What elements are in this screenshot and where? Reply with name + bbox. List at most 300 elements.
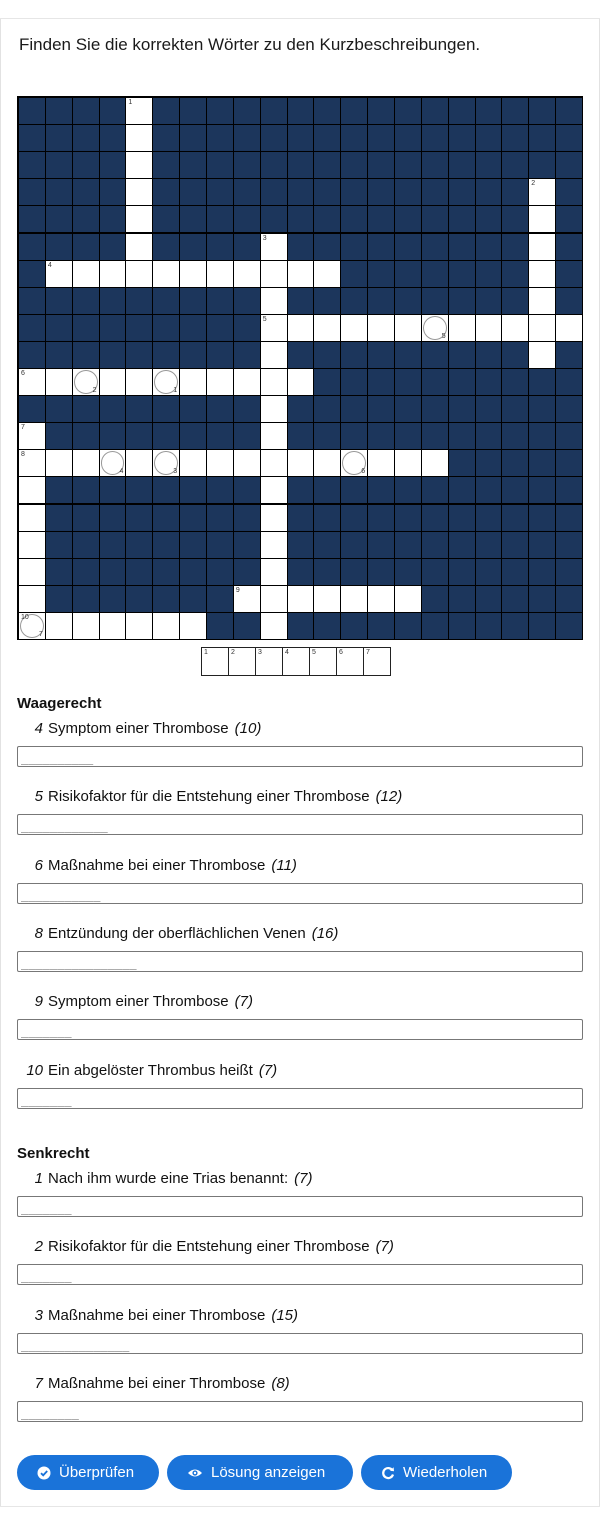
answer-input[interactable]: ___________ xyxy=(17,883,583,904)
grid-cell[interactable] xyxy=(206,368,234,396)
answer-input[interactable]: ____________ xyxy=(17,814,583,835)
solution-cell xyxy=(336,647,364,676)
grid-block xyxy=(45,395,73,423)
crossword-grid xyxy=(17,96,583,640)
clue-item xyxy=(17,923,583,970)
show-solution-button[interactable] xyxy=(167,1455,353,1490)
clue-number: 10 xyxy=(26,1061,43,1079)
grid-block xyxy=(152,233,180,261)
clue-start-number: 7 xyxy=(21,424,25,432)
grid-block xyxy=(72,558,100,586)
grid-block xyxy=(475,558,503,586)
grid-block xyxy=(475,585,503,613)
grid-cell[interactable] xyxy=(448,314,476,342)
grid-block xyxy=(448,178,476,206)
grid-block xyxy=(125,504,153,532)
grid-block xyxy=(421,422,449,450)
grid-cell[interactable] xyxy=(152,368,180,396)
grid-block xyxy=(287,558,315,586)
grid-block xyxy=(340,612,368,640)
grid-cell[interactable] xyxy=(501,314,529,342)
solution-index: 3 xyxy=(173,468,178,476)
grid-cell[interactable] xyxy=(179,260,207,288)
grid-block xyxy=(206,287,234,315)
solution-cell xyxy=(255,647,283,676)
grid-block xyxy=(528,504,556,532)
grid-cell[interactable] xyxy=(475,314,503,342)
grid-block xyxy=(233,151,261,179)
grid-block xyxy=(152,341,180,369)
grid-block xyxy=(179,558,207,586)
answer-input[interactable]: _______ xyxy=(17,1019,583,1040)
grid-cell[interactable] xyxy=(125,151,153,179)
grid-block xyxy=(45,314,73,342)
grid-cell[interactable] xyxy=(340,449,368,477)
grid-block xyxy=(367,287,395,315)
grid-block xyxy=(287,612,315,640)
grid-block xyxy=(501,151,529,179)
grid-block xyxy=(125,531,153,559)
grid-cell[interactable] xyxy=(367,449,395,477)
grid-cell[interactable] xyxy=(260,341,288,369)
clue-length: (7) xyxy=(258,1061,278,1079)
grid-block xyxy=(18,395,46,423)
grid-block xyxy=(340,558,368,586)
grid-cell[interactable] xyxy=(125,612,153,640)
solution-cell xyxy=(363,647,391,676)
clue-item xyxy=(17,1305,583,1352)
clue-text: Entzündung der oberflächlichen Venen xyxy=(48,924,306,942)
answer-input[interactable]: _______ xyxy=(17,1088,583,1109)
grid-block xyxy=(475,612,503,640)
grid-cell[interactable] xyxy=(18,368,46,396)
grid-block xyxy=(179,97,207,125)
grid-block xyxy=(367,341,395,369)
grid-block xyxy=(287,97,315,125)
clue-start-number: 6 xyxy=(21,370,25,377)
grid-block xyxy=(394,341,422,369)
grid-block xyxy=(45,97,73,125)
retry-button[interactable] xyxy=(361,1455,512,1490)
clue-number: 4 xyxy=(34,720,43,737)
grid-block xyxy=(206,341,234,369)
grid-block xyxy=(555,124,583,152)
grid-cell[interactable] xyxy=(179,612,207,640)
grid-cell[interactable] xyxy=(555,314,583,342)
grid-block xyxy=(421,395,449,423)
grid-block xyxy=(421,97,449,125)
grid-block xyxy=(260,151,288,179)
grid-block xyxy=(475,422,503,450)
grid-block xyxy=(340,476,368,504)
solution-cell-number: 6 xyxy=(339,649,343,656)
grid-cell[interactable] xyxy=(421,449,449,477)
grid-block xyxy=(555,151,583,179)
grid-cell[interactable] xyxy=(287,585,315,613)
grid-block xyxy=(18,97,46,125)
grid-block xyxy=(367,260,395,288)
retry-button-label: Wiederholen xyxy=(403,1464,488,1481)
grid-cell[interactable] xyxy=(45,449,73,477)
grid-cell[interactable] xyxy=(260,422,288,450)
grid-block xyxy=(260,97,288,125)
grid-cell[interactable] xyxy=(313,260,341,288)
grid-block xyxy=(99,205,127,233)
grid-cell[interactable] xyxy=(367,314,395,342)
clue-length: (7) xyxy=(234,993,253,1011)
grid-block xyxy=(394,233,422,261)
grid-block xyxy=(125,422,153,450)
grid-block xyxy=(367,233,395,261)
grid-cell[interactable] xyxy=(313,449,341,477)
grid-block xyxy=(421,151,449,179)
grid-cell[interactable] xyxy=(287,368,315,396)
grid-cell[interactable] xyxy=(260,558,288,586)
grid-block xyxy=(367,178,395,206)
grid-block xyxy=(448,260,476,288)
answer-input[interactable]: _______ xyxy=(17,1264,583,1285)
grid-cell[interactable] xyxy=(99,612,127,640)
grid-block xyxy=(367,205,395,233)
grid-block xyxy=(206,178,234,206)
grid-cell[interactable] xyxy=(367,585,395,613)
grid-cell[interactable] xyxy=(18,504,46,532)
grid-block xyxy=(45,422,73,450)
clue-start-number: 2 xyxy=(531,180,536,188)
grid-cell[interactable] xyxy=(18,422,46,450)
grid-block xyxy=(367,97,395,125)
show-solution-label: Lösung anzeigen xyxy=(211,1464,326,1481)
clue-number: 5 xyxy=(34,788,43,806)
grid-block xyxy=(555,504,583,532)
grid-cell[interactable] xyxy=(99,260,127,288)
grid-cell[interactable] xyxy=(18,476,46,504)
grid-block xyxy=(501,287,529,315)
grid-block xyxy=(448,531,476,559)
grid-block xyxy=(206,151,234,179)
grid-block xyxy=(72,178,100,206)
grid-block xyxy=(206,585,234,613)
grid-cell[interactable] xyxy=(528,178,556,206)
grid-cell[interactable] xyxy=(152,449,180,477)
grid-block xyxy=(475,476,503,504)
grid-cell[interactable] xyxy=(528,314,556,342)
grid-block xyxy=(421,476,449,504)
grid-block xyxy=(233,341,261,369)
grid-block xyxy=(501,449,529,477)
grid-block xyxy=(179,395,207,423)
grid-block xyxy=(72,287,100,315)
grid-block xyxy=(313,341,341,369)
grid-block xyxy=(152,178,180,206)
grid-block xyxy=(501,368,529,396)
grid-cell[interactable] xyxy=(528,260,556,288)
grid-block xyxy=(206,233,234,261)
grid-cell[interactable] xyxy=(233,585,261,613)
grid-block xyxy=(475,531,503,559)
grid-cell[interactable] xyxy=(72,368,100,396)
grid-cell[interactable] xyxy=(125,205,153,233)
grid-block xyxy=(528,97,556,125)
clue-length: (15) xyxy=(271,1306,299,1324)
grid-cell[interactable] xyxy=(179,449,207,477)
grid-cell[interactable] xyxy=(260,287,288,315)
grid-block xyxy=(45,476,73,504)
grid-cell[interactable] xyxy=(206,449,234,477)
grid-block xyxy=(421,341,449,369)
grid-cell[interactable] xyxy=(528,233,556,261)
grid-block xyxy=(233,287,261,315)
solution-word-row xyxy=(202,647,391,676)
grid-cell[interactable] xyxy=(152,260,180,288)
grid-block xyxy=(448,151,476,179)
clue-number: 2 xyxy=(34,1238,43,1256)
grid-block xyxy=(367,558,395,586)
grid-cell[interactable] xyxy=(125,124,153,152)
grid-block xyxy=(555,178,583,206)
grid-cell[interactable] xyxy=(260,504,288,532)
grid-cell[interactable] xyxy=(260,233,288,261)
grid-block xyxy=(367,504,395,532)
grid-cell[interactable] xyxy=(125,178,153,206)
grid-block xyxy=(340,341,368,369)
grid-block xyxy=(555,205,583,233)
grid-cell[interactable] xyxy=(287,260,315,288)
grid-block xyxy=(233,205,261,233)
grid-block xyxy=(501,178,529,206)
grid-block xyxy=(367,368,395,396)
grid-block xyxy=(555,233,583,261)
grid-cell[interactable] xyxy=(18,585,46,613)
grid-block xyxy=(448,341,476,369)
grid-block xyxy=(340,395,368,423)
check-button[interactable] xyxy=(17,1455,159,1490)
grid-cell[interactable] xyxy=(233,260,261,288)
grid-cell[interactable] xyxy=(313,585,341,613)
grid-cell[interactable] xyxy=(72,612,100,640)
clue-item xyxy=(17,1373,583,1420)
grid-cell[interactable] xyxy=(260,449,288,477)
clue-number: 7 xyxy=(34,1374,43,1392)
grid-block xyxy=(18,178,46,206)
grid-block xyxy=(152,422,180,450)
grid-block xyxy=(340,178,368,206)
grid-block xyxy=(152,314,180,342)
grid-cell[interactable] xyxy=(260,476,288,504)
grid-cell[interactable] xyxy=(99,368,127,396)
grid-block xyxy=(206,531,234,559)
clue-length: (12) xyxy=(375,788,403,806)
grid-block xyxy=(18,341,46,369)
clue-length: (10) xyxy=(234,720,262,737)
grid-cell[interactable] xyxy=(18,558,46,586)
grid-cell[interactable] xyxy=(260,395,288,423)
grid-block xyxy=(125,585,153,613)
grid-cell[interactable] xyxy=(18,449,46,477)
grid-cell[interactable] xyxy=(528,205,556,233)
grid-block xyxy=(152,395,180,423)
grid-block xyxy=(99,585,127,613)
clue-line xyxy=(17,1305,583,1327)
grid-cell[interactable] xyxy=(233,449,261,477)
grid-block xyxy=(179,287,207,315)
answer-input[interactable]: _______________ xyxy=(17,1333,583,1354)
clue-length: (7) xyxy=(294,1170,313,1187)
grid-cell[interactable] xyxy=(260,314,288,342)
clue-line xyxy=(17,1373,583,1395)
grid-cell[interactable] xyxy=(125,260,153,288)
grid-cell[interactable] xyxy=(394,585,422,613)
grid-block xyxy=(72,233,100,261)
grid-block xyxy=(528,612,556,640)
grid-cell[interactable] xyxy=(260,585,288,613)
grid-cell[interactable] xyxy=(125,449,153,477)
grid-block xyxy=(233,476,261,504)
grid-block xyxy=(340,504,368,532)
grid-block xyxy=(45,504,73,532)
grid-block xyxy=(475,178,503,206)
grid-block xyxy=(99,422,127,450)
clue-number: 9 xyxy=(34,993,43,1011)
grid-block xyxy=(313,531,341,559)
grid-block xyxy=(421,558,449,586)
grid-block xyxy=(421,233,449,261)
grid-block xyxy=(233,422,261,450)
solution-cell xyxy=(282,647,310,676)
clue-text: Risikofaktor für die Entstehung einer Thrombose xyxy=(48,1238,370,1256)
grid-block xyxy=(448,233,476,261)
grid-block xyxy=(555,449,583,477)
grid-block xyxy=(179,178,207,206)
grid-block xyxy=(206,504,234,532)
grid-cell[interactable] xyxy=(18,531,46,559)
grid-block xyxy=(99,314,127,342)
grid-block xyxy=(287,504,315,532)
grid-block xyxy=(394,151,422,179)
grid-cell[interactable] xyxy=(18,612,46,640)
grid-block xyxy=(555,558,583,586)
grid-block xyxy=(18,205,46,233)
grid-cell[interactable] xyxy=(394,314,422,342)
grid-block xyxy=(233,531,261,559)
answer-input[interactable]: _______ xyxy=(17,1196,583,1217)
grid-cell[interactable] xyxy=(125,97,153,125)
grid-block xyxy=(206,395,234,423)
grid-cell[interactable] xyxy=(340,314,368,342)
answer-input[interactable]: ________ xyxy=(17,1401,583,1422)
grid-block xyxy=(475,368,503,396)
grid-block xyxy=(501,124,529,152)
grid-block xyxy=(179,233,207,261)
solution-cell xyxy=(201,647,229,676)
grid-block xyxy=(99,233,127,261)
grid-cell[interactable] xyxy=(125,368,153,396)
grid-block xyxy=(555,368,583,396)
grid-block xyxy=(260,205,288,233)
grid-cell[interactable] xyxy=(179,368,207,396)
grid-block xyxy=(340,422,368,450)
grid-block xyxy=(367,531,395,559)
clue-line xyxy=(17,855,583,877)
grid-block xyxy=(394,395,422,423)
grid-block xyxy=(421,368,449,396)
grid-cell[interactable] xyxy=(45,612,73,640)
grid-block xyxy=(555,260,583,288)
grid-block xyxy=(45,341,73,369)
grid-block xyxy=(367,612,395,640)
grid-block xyxy=(152,124,180,152)
grid-block xyxy=(313,476,341,504)
grid-block xyxy=(475,395,503,423)
grid-cell[interactable] xyxy=(313,314,341,342)
grid-cell[interactable] xyxy=(287,449,315,477)
grid-cell[interactable] xyxy=(233,368,261,396)
grid-block xyxy=(18,233,46,261)
clue-length: (7) xyxy=(375,1238,394,1256)
grid-block xyxy=(125,287,153,315)
grid-cell[interactable] xyxy=(45,368,73,396)
grid-cell[interactable] xyxy=(260,368,288,396)
grid-cell[interactable] xyxy=(528,287,556,315)
grid-block xyxy=(475,205,503,233)
grid-cell[interactable] xyxy=(260,260,288,288)
grid-cell[interactable] xyxy=(260,612,288,640)
grid-cell[interactable] xyxy=(287,314,315,342)
grid-block xyxy=(394,504,422,532)
grid-block xyxy=(99,151,127,179)
grid-block xyxy=(394,531,422,559)
grid-block xyxy=(501,205,529,233)
grid-cell[interactable] xyxy=(72,260,100,288)
clue-length: (8) xyxy=(271,1374,290,1392)
grid-block xyxy=(528,585,556,613)
grid-block xyxy=(206,124,234,152)
grid-block xyxy=(394,178,422,206)
grid-block xyxy=(448,585,476,613)
clue-line xyxy=(17,718,583,740)
grid-block xyxy=(18,124,46,152)
grid-cell[interactable] xyxy=(528,341,556,369)
grid-cell[interactable] xyxy=(421,314,449,342)
grid-cell[interactable] xyxy=(125,233,153,261)
grid-block xyxy=(45,585,73,613)
grid-cell[interactable] xyxy=(99,449,127,477)
grid-cell[interactable] xyxy=(340,585,368,613)
grid-cell[interactable] xyxy=(394,449,422,477)
grid-block xyxy=(179,422,207,450)
grid-block xyxy=(313,395,341,423)
grid-cell[interactable] xyxy=(72,449,100,477)
grid-block xyxy=(448,422,476,450)
clue-item xyxy=(17,1060,583,1107)
grid-block xyxy=(394,422,422,450)
grid-block xyxy=(394,558,422,586)
grid-cell[interactable] xyxy=(260,531,288,559)
grid-block xyxy=(313,233,341,261)
grid-cell[interactable] xyxy=(206,260,234,288)
grid-block xyxy=(475,260,503,288)
solution-index: 2 xyxy=(92,387,97,395)
grid-block xyxy=(152,151,180,179)
answer-input[interactable]: __________ xyxy=(17,746,583,767)
clue-start-number: 9 xyxy=(235,586,240,594)
grid-cell[interactable] xyxy=(45,260,73,288)
clue-text: Symptom einer Thrombose xyxy=(48,993,229,1011)
grid-cell[interactable] xyxy=(152,612,180,640)
grid-block xyxy=(313,422,341,450)
answer-input[interactable]: ________________ xyxy=(17,951,583,972)
solution-cell-number: 4 xyxy=(285,649,289,656)
